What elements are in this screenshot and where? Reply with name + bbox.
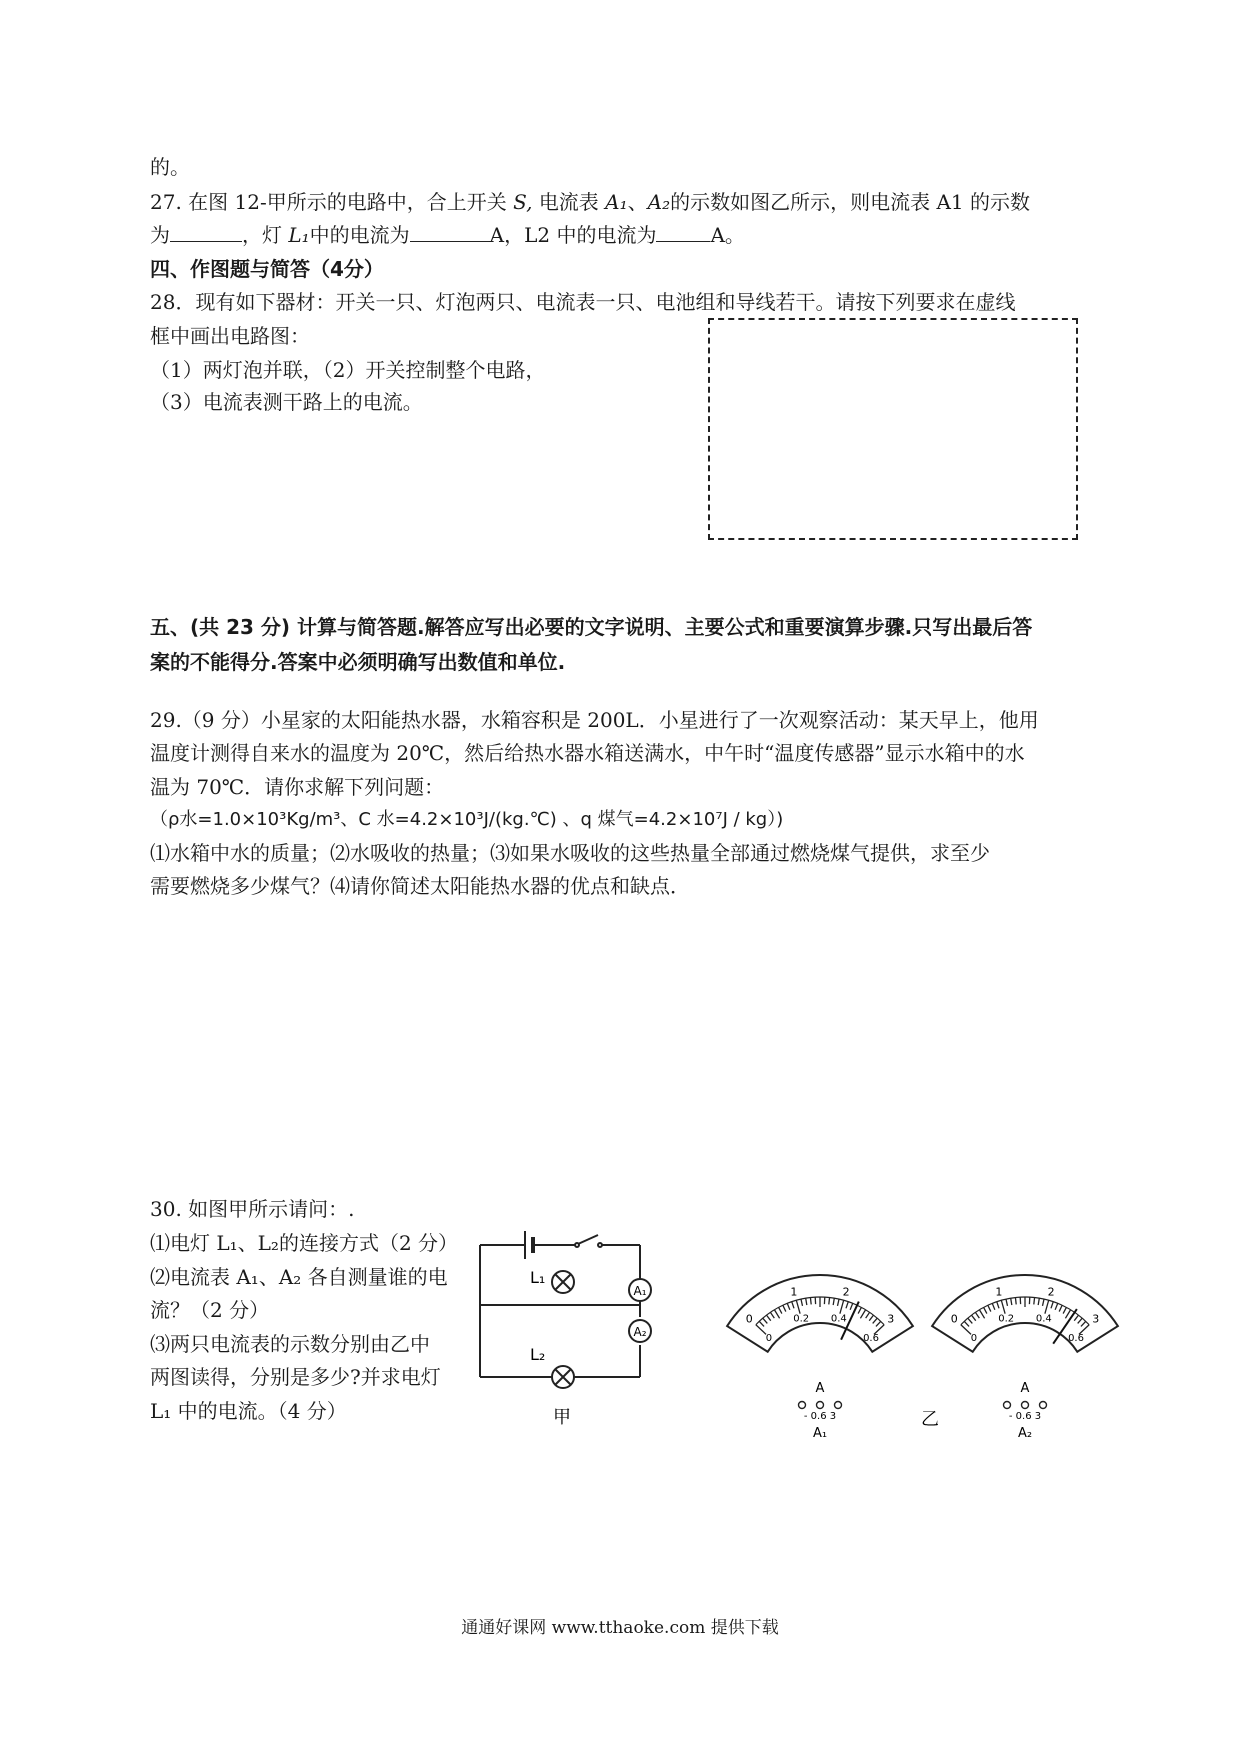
scale-label-bottom: 0.6: [1068, 1333, 1084, 1345]
ammeter-face: [932, 1275, 1118, 1352]
q27-line2: 为 ，灯 L₁中的电流为 A，L2 中的电流为 A。: [150, 223, 745, 247]
drawing-area-box[interactable]: [708, 318, 1078, 540]
ammeter-unit: A: [1020, 1381, 1030, 1396]
scale-label-top: 0: [950, 1312, 958, 1326]
scale-tick: [1015, 1298, 1016, 1305]
q30-line2: ⑴电灯 L₁、L₂的连接方式（2 分）: [150, 1231, 459, 1255]
scale-label-bottom: 0.4: [1035, 1313, 1052, 1325]
terminal-post: [1022, 1402, 1029, 1409]
scale-label-top: 2: [842, 1285, 850, 1299]
scale-tick: [829, 1298, 830, 1305]
q29-constants: （ρ水=1.0×10³Kg/m³、C 水=4.2×10³J/(kg.℃) 、q 煤气=4.2×10⁷J / kg）): [150, 809, 784, 830]
q29-line1: 29.（9 分）小星家的太阳能热水器，水箱容积是 200L．小星进行了一次观察活动：某天早上，他用: [150, 708, 1039, 732]
q28-line2: 框中画出电路图：: [150, 324, 310, 348]
scale-label-bottom: 0: [765, 1333, 773, 1345]
scale-label-bottom: 0.2: [998, 1313, 1015, 1325]
q29-line2: 温度计测得自来水的温度为 20℃，然后给热水器水箱送满水，中午时“温度传感器”显示水箱中的水: [150, 741, 1025, 765]
scale-label-top: 3: [1092, 1312, 1100, 1326]
q27-line1: 27. 在图 12-甲所示的电路中，合上开关 S, 电流表 A₁、A₂的示数如图乙所示，则电流表 A1 的示数: [150, 190, 1030, 214]
meter2-label: A₂: [633, 1325, 647, 1339]
lamp2-label: L₂: [530, 1345, 546, 1364]
scale-tick: [810, 1298, 811, 1305]
terminal-post: [1040, 1402, 1047, 1409]
terminal-labels: - 0.6 3: [803, 1411, 837, 1422]
scale-label-bottom: 0.6: [863, 1333, 879, 1345]
answer-blank-2[interactable]: [410, 221, 490, 242]
terminal-post: [1004, 1402, 1011, 1409]
scale-label-top: 1: [790, 1285, 798, 1299]
terminal-post: [799, 1402, 806, 1409]
q29-line6: 需要燃烧多少煤气？⑷请你简述太阳能热水器的优点和缺点．: [150, 874, 690, 898]
scale-label-bottom: 0: [970, 1333, 978, 1345]
ammeter-unit: A: [815, 1381, 825, 1396]
answer-blank-3[interactable]: [656, 221, 710, 242]
switch-lever: [578, 1235, 598, 1244]
q29-line5: ⑴水箱中水的质量；⑵水吸收的热量；⑶如果水吸收的这些热量全部通过燃烧煤气提供，求至少: [150, 841, 990, 865]
terminal-post: [817, 1402, 824, 1409]
q30-line6: 两图读得，分别是多少?并求电灯: [150, 1365, 441, 1389]
section-4-heading: 四、作图题与简答（4分）: [150, 257, 384, 281]
scale-label-bottom: 0.4: [830, 1313, 847, 1325]
ammeter-face: [727, 1275, 913, 1352]
figure-jia-caption: 甲: [553, 1407, 571, 1428]
q30-line7: L₁ 中的电流。（4 分）: [150, 1399, 347, 1423]
scale-label-top: 3: [887, 1312, 895, 1326]
scale-label-top: 0: [745, 1312, 753, 1326]
figure-yi-caption: 乙: [921, 1409, 939, 1430]
scale-tick: [1034, 1298, 1035, 1305]
ammeter-figure: [720, 1235, 1140, 1441]
meter1-label: A₁: [633, 1284, 647, 1298]
scale-label-top: 1: [995, 1285, 1003, 1299]
page-footer: 通通好课网 www.tthaoke.com 提供下载: [461, 1618, 779, 1638]
circuit-diagram: [470, 1225, 680, 1435]
q28-line3: （1）两灯泡并联，（2）开关控制整个电路，: [150, 358, 546, 382]
scale-label-bottom: 0.2: [793, 1313, 810, 1325]
switch-symbol: S,: [513, 190, 533, 214]
answer-blank-1[interactable]: [170, 221, 242, 242]
q28-line1: 28．现有如下器材：开关一只、灯泡两只、电流表一只、电池组和导线若干。请按下列要求在虚线: [150, 290, 1016, 314]
q30-line4: 流？（2 分）: [150, 1298, 270, 1322]
ammeter-name: A₂: [1017, 1426, 1033, 1441]
q30-line5: ⑶两只电流表的示数分别由乙中: [150, 1332, 430, 1356]
terminal-post: [835, 1402, 842, 1409]
q28-line4: （3）电流表测干路上的电流。: [150, 390, 423, 414]
continued-text: 的。: [150, 155, 190, 179]
q29-line3: 温为 70℃．请你求解下列问题：: [150, 775, 445, 799]
section-5-heading-line1: 五、(共 23 分) 计算与简答题.解答应写出必要的文字说明、主要公式和重要演算步骤.只写出最后答: [150, 615, 1033, 639]
q30-line1: 30. 如图甲所示请问：.: [150, 1197, 355, 1221]
ammeter-name: A₁: [812, 1426, 828, 1441]
terminal-labels: - 0.6 3: [1008, 1411, 1042, 1422]
lamp1-label: L₁: [530, 1268, 546, 1287]
q30-line3: ⑵电流表 A₁、A₂ 各自测量谁的电: [150, 1265, 448, 1289]
section-5-heading-line2: 案的不能得分.答案中必须明确写出数值和单位.: [150, 650, 566, 674]
scale-label-top: 2: [1047, 1285, 1055, 1299]
